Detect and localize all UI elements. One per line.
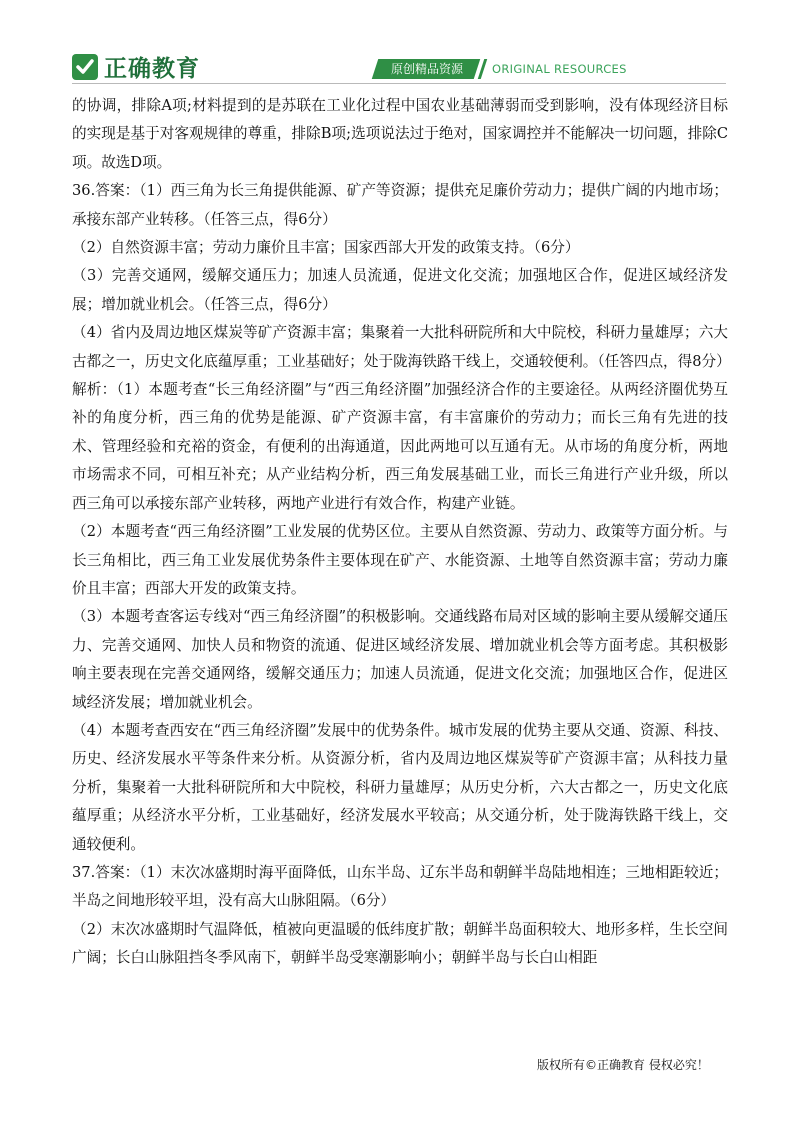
brand-name: 正确教育 [104, 56, 200, 82]
analysis-36-part-4: （4）本题考查西安在“西三角经济圈”发展中的优势条件。城市发展的优势主要从交通、资源、科技、历史、经济发展水平等条件来分析。从资源分析，省内及周边地区煤炭等矿产资源丰富；从科技力量分析，集聚着一大批科研院所和大中院校，科研力量雄厚；从历史分析，六大古都之一，历史文化底蕴厚重；从经济水平分析，工业基础好，经济发展水平较高；从交通分析，处于陇海铁路干线上，交通较便利。 [72, 721, 728, 853]
analysis-36-part-3: （3）本题考查客运专线对“西三角经济圈”的积极影响。交通线路布局对区域的影响主要从缓解交通压力、完善交通网、加快人员和物资的流通、促进区域经济发展、增加就业机会等方面考虑。其积极影响主要表现在完善交通网络，缓解交通压力；加速人员流通，促进文化交流；加强地区合作，促进区域经济发展；增加就业机会。 [72, 608, 728, 711]
answer-37-part-1: 37.答案：（1）末次冰盛期时海平面降低，山东半岛、辽东半岛和朝鲜半岛陆地相连；三地相距较近；半岛之间地形较平坦，没有高大山脉阻隔。（6分） [72, 863, 728, 910]
banner-en-label: ORIGINAL RESOURCES [492, 62, 627, 76]
checkmark-icon [72, 54, 98, 80]
copyright-footer: 版权所有©正确教育 侵权必究！ [537, 1058, 709, 1072]
analysis-36-part-2: （2）本题考查“西三角经济圈”工业发展的优势区位。主要从自然资源、劳动力、政策等方面分析。与长三角相比，西三角工业发展优势条件主要体现在矿产、水能资源、土地等自然资源丰富；劳动力廉价且丰富；西部大开发的政策支持。 [72, 523, 728, 597]
paragraph-continuation: 的协调，排除A项;材料提到的是苏联在工业化过程中国农业基础薄弱而受到影响，没有体现经济目标的实现是基于对客观规律的尊重，排除B项;选项说法过于绝对，国家调控并不能解决一切问题，排除C项。故选D项。 [72, 97, 728, 171]
page-header [0, 0, 800, 95]
banner-badge [372, 59, 481, 79]
answer-36-part-3: （3）完善交通网，缓解交通压力；加速人员流通，促进文化交流；加强地区合作，促进区域经济发展；增加就业机会。（任答三点，得6分） [72, 267, 728, 313]
document-body [72, 92, 731, 973]
brand-logo [72, 50, 200, 83]
resource-banner [375, 58, 627, 80]
analysis-36-part-1: 解析：（1）本题考查“长三角经济圈”与“西三角经济圈”加强经济合作的主要途径。从两经济圈优势互补的角度分析，西三角的优势是能源、矿产资源丰富，有丰富廉价的劳动力；而长三角有先进的技术、管理经验和充裕的资金，有便利的出海通道，因此两地可以互通有无。从市场的角度分析，两地市场需求不同，可相互补充；从产业结构分析，西三角发展基础工业，而长三角进行产业升级，所以西三角可以承接东部产业转移，两地产业进行有效合作，构建产业链。 [72, 381, 728, 512]
header-divider [72, 83, 726, 84]
answer-37-part-2: （2）末次冰盛期时气温降低，植被向更温暖的低纬度扩散；朝鲜半岛面积较大、地形多样，生长空间广阔；长白山脉阻挡冬季风南下，朝鲜半岛受寒潮影响小；朝鲜半岛与长白山相距 [72, 920, 728, 967]
banner-cn-label: 原创精品资源 [391, 62, 464, 76]
answer-36-part-1: 36.答案：（1）西三角为长三角提供能源、矿产等资源；提供充足廉价劳动力；提供广阔的内地市场；承接东部产业转移。（任答三点，得6分） [72, 182, 728, 228]
answer-36-part-4: （4）省内及周边地区煤炭等矿产资源丰富；集聚着一大批科研院所和大中院校，科研力量雄厚；六大古都之一，历史文化底蕴厚重；工业基础好；处于陇海铁路干线上，交通较便利。（任答四点，得8分） [72, 324, 731, 370]
answer-36-part-2: （2）自然资源丰富；劳动力廉价且丰富；国家西部大开发的政策支持。（6分） [72, 239, 580, 257]
